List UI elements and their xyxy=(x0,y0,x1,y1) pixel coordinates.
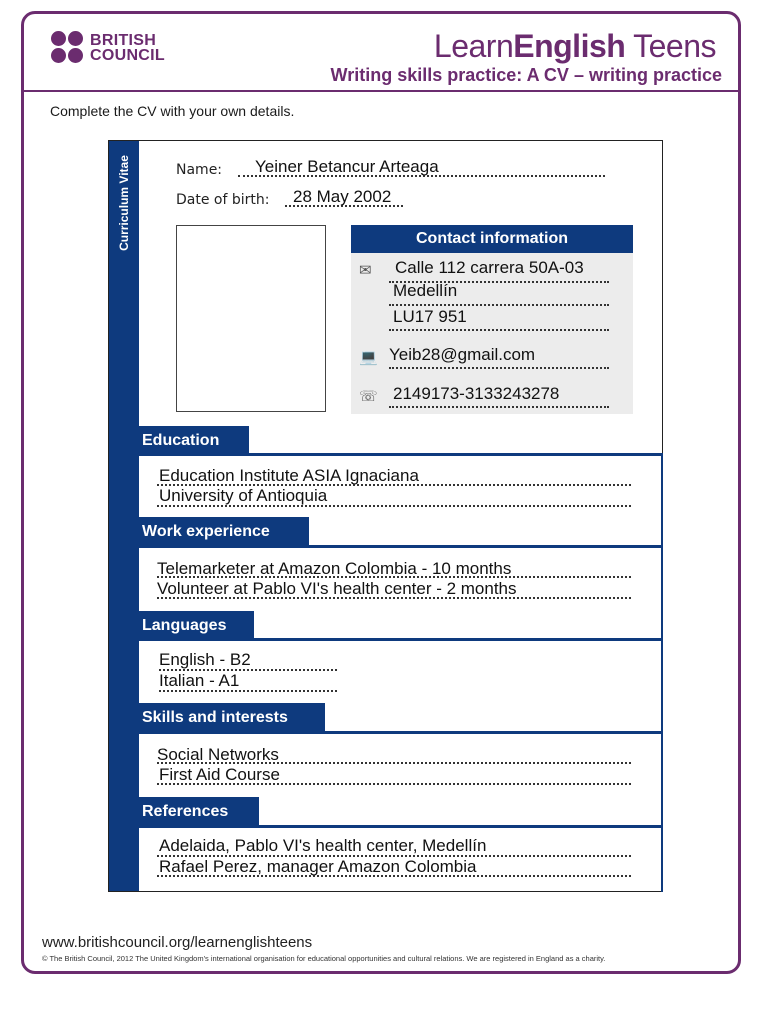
references-heading: References xyxy=(139,797,259,826)
work-experience-heading: Work experience xyxy=(139,517,309,546)
logo-dots-icon xyxy=(51,31,84,64)
contact-panel xyxy=(351,225,633,414)
logo-line-2: COUNCIL xyxy=(90,46,165,64)
education-line-2[interactable]: University of Antioquia xyxy=(159,486,328,505)
languages-heading: Languages xyxy=(139,611,254,640)
phone-dotted-line xyxy=(389,406,609,408)
address-line-1[interactable]: Calle 112 carrera 50A-03 xyxy=(395,258,584,277)
instruction-text: Complete the CV with your own details. xyxy=(50,103,295,119)
education-heading: Education xyxy=(139,426,249,455)
logo-text xyxy=(90,33,165,63)
email-value[interactable]: Yeib28@gmail.com xyxy=(389,345,536,364)
references-box xyxy=(139,828,663,892)
skills-heading: Skills and interests xyxy=(139,703,325,732)
header-divider xyxy=(24,90,740,92)
email-dotted-line xyxy=(389,367,609,369)
address-dotted-line-3 xyxy=(389,329,609,331)
brand-learn: Learn xyxy=(433,28,514,64)
name-label: Name: xyxy=(176,162,223,178)
address-dotted-line-2 xyxy=(389,304,609,306)
learnenglish-teens-logo xyxy=(434,28,716,65)
dob-value[interactable]: 28 May 2002 xyxy=(293,187,392,206)
cv-sidebar xyxy=(109,141,139,891)
name-value[interactable]: Yeiner Betancur Arteaga xyxy=(255,157,439,176)
footer-copyright: © The British Council, 2012 The United Kingdom's international organisation for educational opportunities and cultural relations. We are registered in England as a charity. xyxy=(42,954,606,963)
work-line-2[interactable]: Volunteer at Pablo VI's health center - 2 months xyxy=(157,579,517,598)
cv-sidebar-label: Curriculum Vitae xyxy=(117,155,131,251)
worksheet-subtitle: Writing skills practice: A CV – writing practice xyxy=(330,65,722,85)
brand-teens: Teens xyxy=(633,28,716,64)
phone-value[interactable]: 2149173-3133243278 xyxy=(393,384,560,403)
skills-line-2[interactable]: First Aid Course xyxy=(159,765,280,784)
contact-heading: Contact information xyxy=(351,225,633,253)
address-line-2[interactable]: Medellín xyxy=(393,281,458,300)
references-line-1[interactable]: Adelaida, Pablo VI's health center, Medellín xyxy=(159,836,487,855)
envelope-icon: ✉ xyxy=(359,261,372,279)
telephone-icon: ☏ xyxy=(359,387,378,405)
footer-url[interactable]: www.britishcouncil.org/learnenglishteens xyxy=(42,934,313,951)
work-line-1[interactable]: Telemarketer at Amazon Colombia - 10 months xyxy=(157,559,512,578)
photo-placeholder[interactable] xyxy=(176,225,326,412)
languages-line-1[interactable]: English - B2 xyxy=(159,650,251,669)
references-line-2[interactable]: Rafael Perez, manager Amazon Colombia xyxy=(159,857,477,876)
address-line-3[interactable]: LU17 951 xyxy=(393,307,467,326)
skills-line-1[interactable]: Social Networks xyxy=(157,745,279,764)
logo-line-1: BRITISH xyxy=(90,31,157,49)
languages-line-2[interactable]: Italian - A1 xyxy=(159,671,240,690)
cv-form xyxy=(108,140,663,892)
computer-icon: 💻 xyxy=(359,348,378,366)
dob-label: Date of birth: xyxy=(176,192,270,208)
british-council-logo xyxy=(51,31,165,64)
brand-english: English xyxy=(513,28,626,64)
education-line-1[interactable]: Education Institute ASIA Ignaciana xyxy=(159,466,419,485)
